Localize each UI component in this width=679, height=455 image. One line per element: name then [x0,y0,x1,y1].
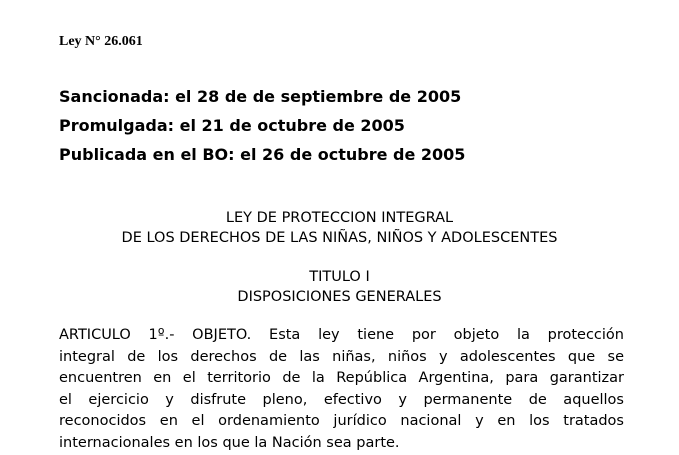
article-line: encuentren en el territorio de la República Argentina, para garantizar [59,370,624,387]
section-name: DISPOSICIONES GENERALES [237,289,442,305]
law-number: Ley N° 26.061 [59,34,143,49]
article-line: el ejercicio y disfrute pleno, efectivo y permanente de aquellos [59,391,624,408]
article-1 [59,325,624,455]
published-date: Publicada en el BO: el 26 de octubre de 2005 [59,145,466,164]
law-title-line-2: DE LOS DERECHOS DE LAS NIÑAS, NIÑOS Y ADOLESCENTES [121,230,558,246]
article-line: ARTICULO 1º.- OBJETO. Esta ley tiene por objeto la protección [59,327,624,343]
article-line: internacionales en los que la Nación sea parte. [59,434,400,451]
law-title [0,208,679,248]
section-number: TITULO I [309,269,370,285]
article-line: reconocidos en el ordenamiento jurídico nacional y en los tratados [59,413,624,430]
promulgated-date: Promulgada: el 21 de octubre de 2005 [59,116,405,135]
article-line: integral de los derechos de las niñas, niños y adolescentes que se [59,348,624,365]
sanctioned-date: Sancionada: el 28 de de septiembre de 2005 [59,87,462,106]
law-title-line-1: LEY DE PROTECCION INTEGRAL [225,210,454,226]
section-heading [0,267,679,307]
law-dates [59,82,465,169]
